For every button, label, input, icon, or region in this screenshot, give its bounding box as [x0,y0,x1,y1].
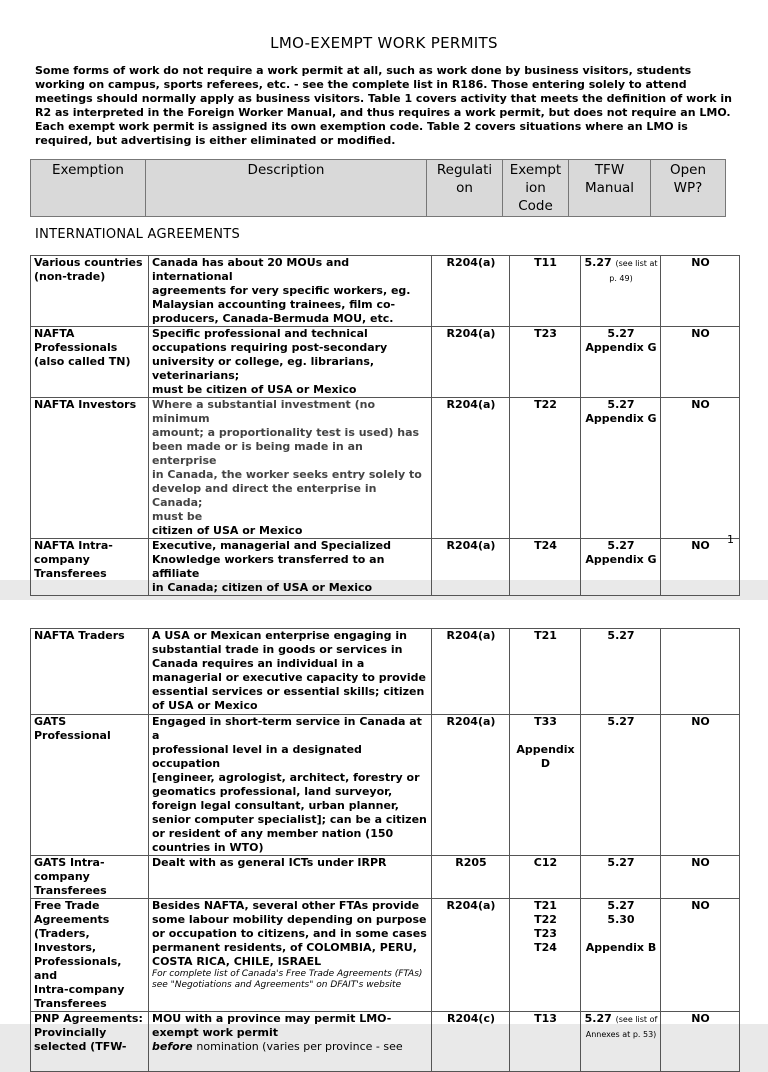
header-description: Description [146,160,427,217]
cell-exemption: Free Trade Agreements (Traders, Investors, Professionals, and Intra-company Transferees [31,899,149,1012]
cell-regulation: R204(a) [432,899,510,1012]
cell-code: T11 [510,256,581,327]
cell-description: Besides NAFTA, several other FTAs provide some labour mobility depending on purpose or occupation to citizens, and in some cases permanent residents, of COLOMBIA, PERU, COSTA RICA, CHILE, ISRAEL For complete list of Canada's Free Trade Agreements (FTAs) see "Negotiations and Agreements" on DFAIT's website [149,899,432,1012]
cell-description: MOU with a province may permit LMO- exempt work permit before nomination (varies per province - see [149,1012,432,1072]
table-row [31,629,740,715]
cell-regulation: R204(a) [432,327,510,398]
cell-exemption: NAFTA Professionals (also called TN) [31,327,149,398]
cell-manual: 5.27 [581,629,661,715]
header-exemption: Exemption [31,160,146,217]
table-row [31,398,740,539]
table-row [31,899,740,1012]
table-row [31,715,740,856]
cell-open-wp: NO [661,715,740,856]
cell-code: T33 Appendix D [510,715,581,856]
cell-code: T21 T22 T23 T24 [510,899,581,1012]
page-number: 1 [727,533,734,546]
cell-code: T22 [510,398,581,539]
exemptions-table-part-2 [30,628,740,1072]
cell-exemption: NAFTA Intra- company Transferees [31,539,149,596]
cell-manual: 5.27 5.30 Appendix B [581,899,661,1012]
cell-exemption: GATS Intra- company Transferees [31,856,149,899]
cell-exemption: GATS Professional [31,715,149,856]
cell-manual: 5.27 Appendix G [581,327,661,398]
cell-code: C12 [510,856,581,899]
cell-regulation: R204(c) [432,1012,510,1072]
table-row [31,256,740,327]
cell-description: Executive, managerial and Specialized Knowledge workers transferred to an affiliate in Canada; citizen of USA or Mexico [149,539,432,596]
cell-manual: 5.27 Appendix G [581,398,661,539]
cell-exemption: PNP Agreements: Provincially selected (TFW- [31,1012,149,1072]
cell-code: T21 [510,629,581,715]
cell-description: Where a substantial investment (no minimum amount; a proportionality test is used) has been made or is being made in an enterprise in Canada, the worker seeks entry solely to develop and direct the enterprise in Canada; must be citizen of USA or Mexico [149,398,432,539]
header-open-wp: Open WP? [651,160,726,217]
cell-code: T24 [510,539,581,596]
header-exemption-code: Exempt ion Code [503,160,569,217]
cell-manual: 5.27 (see list of Annexes at p. 53) [581,1012,661,1072]
table-row [31,539,740,596]
cell-open-wp: NO [661,398,740,539]
cell-description: A USA or Mexican enterprise engaging in substantial trade in goods or services in Canada requires an individual in a managerial or executive capacity to provide essential services or essential skills; citizen of USA or Mexico [149,629,432,715]
cell-regulation: R204(a) [432,629,510,715]
cell-code: T23 [510,327,581,398]
cell-regulation: R205 [432,856,510,899]
cell-open-wp: NO [661,539,740,596]
header-regulation: Regulati on [427,160,503,217]
exemptions-table-part-1 [30,255,740,596]
cell-description: Canada has about 20 MOUs and international agreements for very specific workers, eg. Malaysian accounting trainees, film co- producers, Canada-Bermuda MOU, etc. [149,256,432,327]
cell-open-wp: NO [661,899,740,1012]
cell-exemption: NAFTA Investors [31,398,149,539]
cell-description: Dealt with as general ICTs under IRPR [149,856,432,899]
cell-regulation: R204(a) [432,398,510,539]
section-heading: INTERNATIONAL AGREEMENTS [35,227,241,242]
cell-regulation: R204(a) [432,539,510,596]
cell-code: T13 [510,1012,581,1072]
table-row [31,856,740,899]
cell-open-wp: NO [661,1012,740,1072]
cell-exemption: Various countries (non-trade) [31,256,149,327]
cell-regulation: R204(a) [432,256,510,327]
cell-manual: 5.27 (see list at p. 49) [581,256,661,327]
cell-regulation: R204(a) [432,715,510,856]
cell-manual: 5.27 [581,856,661,899]
table-row [31,327,740,398]
cell-manual: 5.27 Appendix G [581,539,661,596]
column-header-table [30,159,726,217]
cell-exemption: NAFTA Traders [31,629,149,715]
cell-open-wp: NO [661,327,740,398]
header-tfw-manual: TFW Manual [569,160,651,217]
cell-open-wp: NO [661,856,740,899]
cell-description: Engaged in short-term service in Canada at a professional level in a designated occupation [engineer, agrologist, architect, forestry or geomatics professional, land surveyor, foreign legal consultant, urban planner, senior computer specialist]; can be a citizen or resident of any member nation (150 countries in WTO) [149,715,432,856]
cell-open-wp [661,629,740,715]
table-row [31,1012,740,1072]
cell-open-wp: NO [661,256,740,327]
cell-description: Specific professional and technical occupations requiring post-secondary university or college, eg. librarians, veterinarians; must be citizen of USA or Mexico [149,327,432,398]
cell-manual: 5.27 [581,715,661,856]
page-title: LMO-EXEMPT WORK PERMITS [270,34,498,52]
intro-paragraph: Some forms of work do not require a work permit at all, such as work done by business visitors, students working on campus, sports referees, etc. - see the complete list in R186. Those entering solely to attend meetings should normally apply as business visitors. Table 1 covers activity that meets the definition of work in R2 as interpreted in the Foreign Worker Manual, and thus requires a work permit, but does not require an LMO. Each exempt work permit is assigned its own exemption code. Table 2 covers situations where an LMO is required, but advertising is either eliminated or modified. [35,64,733,147]
